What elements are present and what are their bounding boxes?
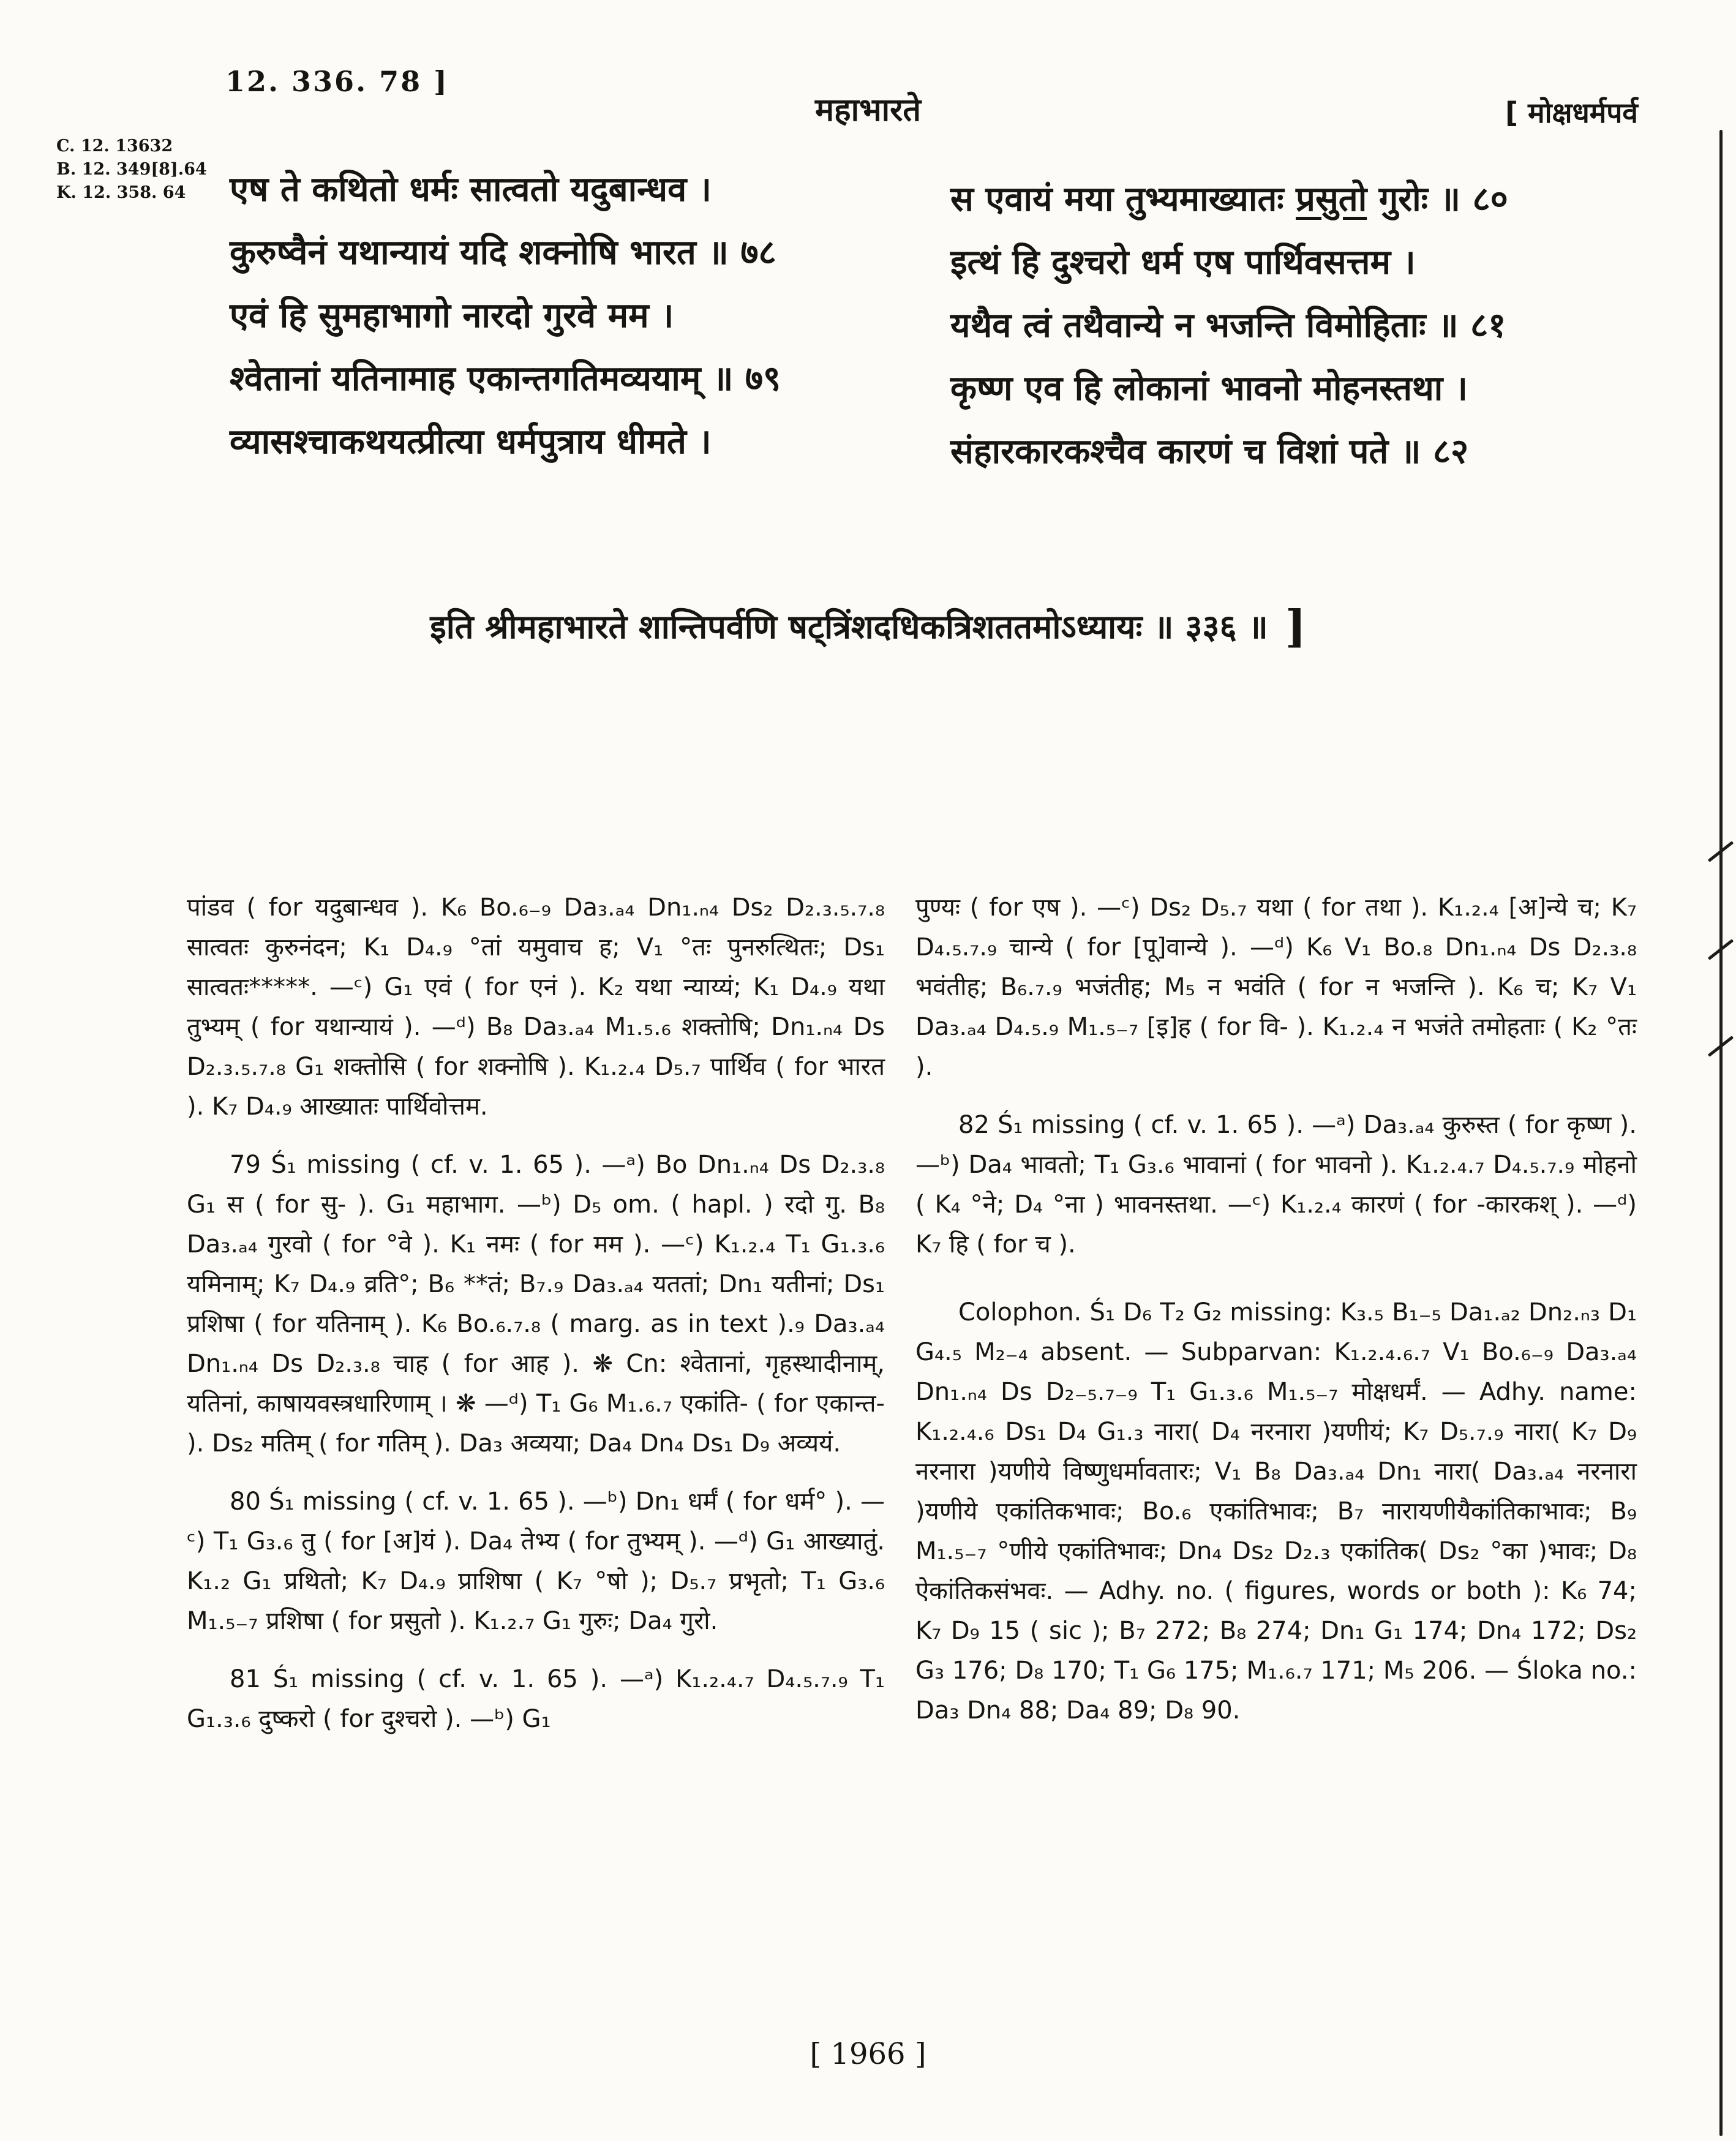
- apparatus-note-79: 79 Ś₁ missing ( cf. v. 1. 65 ). —ᵃ) Bo Dn₁.ₙ₄ Ds D₂.₃.₈ G₁ स ( for सु- ). G₁ महाभाग. —ᵇ) D₅ om. ( hapl. ) रदो गु. B₈ Da₃.ₐ₄ गुरवो ( for °वे ). K₁ नमः ( for मम ). —ᶜ) K₁.₂.₄ T₁ G₁.₃.₆ यमिनाम्; K₇ D₄.₉ व्रति°; B₆ **तं; B₇.₉ Da₃.ₐ₄ यततां; Dn₁ यतीनां; Ds₁ प्रशिषा ( for यतिनाम् ). K₆ Bo.₆.₇.₈ ( marg. as in text ).₉ Da₃.ₐ₄ Dn₁.ₙ₄ Ds D₂.₃.₈ चाह ( for आह ). ❋ Cn: श्वेतानां, गृहस्थादीनाम्, यतिनां, काषायवस्त्रधारिणाम् । ❋ —ᵈ) T₁ G₆ M₁.₆.₇ एकांति- ( for एकान्त- ). Ds₂ मतिम् ( for गतिम् ). Da₃ अव्यया; Da₄ Dn₄ Ds₁ D₉ अव्ययं.: [187, 1151, 885, 1458]
- closing-bracket: ]: [1285, 600, 1306, 652]
- margin-ref-k: K. 12. 358. 64: [56, 183, 186, 202]
- page-edge-line: [1719, 130, 1723, 2136]
- margin-ref-c: C. 12. 13632: [56, 137, 173, 156]
- verse-column-left: [230, 158, 781, 473]
- verse-line: एवं हि सुमहाभागो नारदो गुरवे मम ।: [230, 296, 674, 336]
- verse-text: गुरोः ॥ ८०: [1367, 179, 1508, 219]
- verse-line: व्यासश्चाकथयत्प्रीत्या धर्मपुत्राय धीमते ।: [230, 422, 712, 462]
- apparatus-colophon-note: Colophon. Ś₁ D₆ T₂ G₂ missing: K₃.₅ B₁₋₅ Da₁.ₐ₂ Dn₂.ₙ₃ D₁ G₄.₅ M₂₋₄ absent. — Subparvan: K₁.₂.₄.₆.₇ V₁ Bo.₆₋₉ Da₃.ₐ₄ Dn₁.ₙ₄ Ds D₂₋₅.₇₋₉ T₁ G₁.₃.₆ M₁.₅₋₇ मोक्षधर्मं. — Adhy. name: K₁.₂.₄.₆ Ds₁ D₄ G₁.₃ नारा( D₄ नरनारा )यणीयं; K₇ D₅.₇.₉ नारा( K₇ D₉ नरनारा )यणीये विष्णुधर्मावतारः; V₁ B₈ Da₃.ₐ₄ Dn₁ नारा( Da₃.ₐ₄ नरनारा )यणीये एकांतिकभावः; Bo.₆ एकांतिभावः; B₇ नारायणीयैकांतिकाभावः; B₉ M₁.₅₋₇ °णीये एकांतिभावः; Dn₄ Ds₂ D₂.₃ एकांतिक( Ds₂ °का )भावः; D₈ ऐकांतिकसंभवः. — Adhy. no. ( figures, words or both ): K₆ 74; K₇ D₉ 15 ( sic ); B₇ 272; B₈ 274; Dn₁ G₁ 174; Dn₄ 172; Ds₂ G₃ 176; D₈ 170; T₁ G₆ 175; M₁.₆.₇ 171; M₅ 206. — Śloka no.: Da₃ Dn₄ 88; Da₄ 89; D₈ 90.: [915, 1298, 1637, 1725]
- underlined-word: प्रसुतो: [1296, 179, 1367, 219]
- apparatus-note-81-continuation: पुण्यः ( for एष ). —ᶜ) Ds₂ D₅.₇ यथा ( for तथा ). K₁.₂.₄ [अ]न्ये च; K₇ D₄.₅.₇.₉ चान्ये ( for [पू]वान्ये ). —ᵈ) K₆ V₁ Bo.₈ Dn₁.ₙ₄ Ds D₂.₃.₈ भवंतीह; B₆.₇.₉ भजंतीह; M₅ न भवंति ( for न भजन्ति ). K₆ च; K₇ V₁ Da₃.ₐ₄ D₄.₅.₉ M₁.₅₋₇ [इ]ह ( for वि- ). K₁.₂.₄ न भजंते तमोहताः ( K₂ °तः ).: [915, 894, 1637, 1081]
- verse-line: श्वेतानां यतिनामाह एकान्तगतिमव्ययाम् ॥ ७९: [230, 359, 781, 399]
- margin-ref-b: B. 12. 349[8].64: [56, 160, 207, 179]
- apparatus-note-81: 81 Ś₁ missing ( cf. v. 1. 65 ). —ᵃ) K₁.₂.₄.₇ D₄.₅.₇.₉ T₁ G₁.₃.₆ दुष्करो ( for दुश्चरो ). —ᵇ) G₁: [187, 1665, 885, 1733]
- verse-line: [950, 294, 1508, 357]
- chapter-colophon: [0, 600, 1736, 652]
- verse-line: [950, 420, 1508, 483]
- apparatus-note-80: 80 Ś₁ missing ( cf. v. 1. 65 ). —ᵇ) Dn₁ धर्मं ( for धर्म° ). —ᶜ) T₁ G₃.₆ तु ( for [अ]यं ). Da₄ तेभ्य ( for तुभ्यम् ). —ᵈ) G₁ आख्यातुं. K₁.₂ G₁ प्रथितो; K₇ D₄.₉ प्राशिषा ( K₇ °षो ); D₅.₇ प्रभृतो; T₁ G₃.₆ M₁.₅₋₇ प्रशिषा ( for प्रसुतो ). K₁.₂.₇ G₁ गुरुः; Da₄ गुरो.: [187, 1488, 885, 1635]
- verse-line: [950, 168, 1508, 231]
- apparatus-column-left: [187, 888, 885, 1758]
- page-ref: 12. 336. 78 ]: [225, 65, 449, 98]
- verse-line: एष ते कथितो धर्मः सात्वतो यदुबान्धव ।: [230, 170, 712, 209]
- verse-text: यथैव त्वं तथैवान्ये न भजन्ति विमोहिताः ॥ ८१: [950, 306, 1506, 345]
- apparatus-note-78-continuation: पांडव ( for यदुबान्धव ). K₆ Bo.₆₋₉ Da₃.ₐ₄ Dn₁.ₙ₄ Ds₂ D₂.₃.₅.₇.₈ सात्वतः कुरुनंदन; K₁ D₄.₉ °तां यमुवाच ह; V₁ °तः पुनरुत्थितः; Ds₁ सात्वतः*****. —ᶜ) G₁ एवं ( for एनं ). K₂ यथा न्याय्यं; K₁ D₄.₉ यथा तुभ्यम् ( for यथान्यायं ). —ᵈ) B₈ Da₃.ₐ₄ M₁.₅.₆ शक्तोषि; Dn₁.ₙ₄ Ds D₂.₃.₅.₇.₈ G₁ शक्तोसि ( for शक्नोषि ). K₁.₂.₄ D₅.₇ पार्थिव ( for भारत ). K₇ D₄.₉ आख्यातः पार्थिवोत्तम.: [187, 894, 885, 1121]
- page-number: [ 1966 ]: [810, 2037, 926, 2071]
- verse-text: इत्थं हि दुश्चरो धर्म एष पार्थिवसत्तम ।: [950, 243, 1416, 282]
- chapter-colophon-text: इति श्रीमहाभारते शान्तिपर्वणि षट्त्रिंशदधिकत्रिशततमोऽध्यायः ॥ ३३६ ॥: [430, 608, 1268, 646]
- verse-text: संहारकारकश्चैव कारणं च विशां पते ॥ ८२: [950, 432, 1469, 472]
- verse-text: स एवायं मया तुभ्यमाख्यातः: [950, 179, 1296, 219]
- verse-line: [950, 231, 1508, 294]
- margin-references: [56, 135, 207, 205]
- parva-title: [ मोक्षधर्मपर्व: [1505, 96, 1638, 129]
- verse-line: [950, 357, 1508, 420]
- apparatus-column-right: [915, 888, 1637, 1749]
- verse-column-right: [950, 168, 1508, 483]
- running-title: महाभारते: [814, 92, 922, 129]
- apparatus-note-82: 82 Ś₁ missing ( cf. v. 1. 65 ). —ᵃ) Da₃.ₐ₄ कुरुस्त ( for कृष्ण ). —ᵇ) Da₄ भावतो; T₁ G₃.₆ भावानां ( for भावनो ). K₁.₂.₄.₇ D₄.₅.₇.₉ मोहनो ( K₄ °ने; D₄ °ना ) भावनस्तथा. —ᶜ) K₁.₂.₄ कारणं ( for -कारकश् ). —ᵈ) K₇ हि ( for च ).: [915, 1111, 1637, 1259]
- verse-text: कृष्ण एव हि लोकानां भावनो मोहनस्तथा ।: [950, 369, 1468, 408]
- verse-line: कुरुष्वैनं यथान्यायं यदि शक्नोषि भारत ॥ ७८: [230, 233, 776, 273]
